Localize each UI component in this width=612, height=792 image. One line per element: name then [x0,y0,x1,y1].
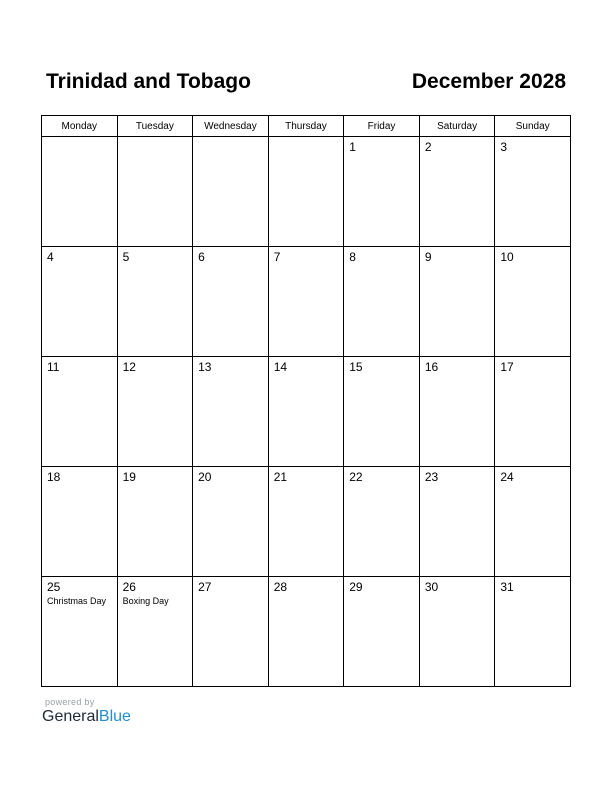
day-cell [117,467,193,577]
day-number: 15 [349,360,363,374]
weekday-wednesday: Wednesday [193,116,269,137]
day-number: 22 [349,470,363,484]
week-row [42,467,571,577]
day-number: 25 [47,580,61,594]
day-number: 1 [349,140,356,154]
day-cell [419,137,495,247]
weekday-sunday: Sunday [495,116,571,137]
calendar-grid [41,115,571,687]
day-number: 12 [122,360,136,374]
empty-day-cell [42,137,118,247]
empty-day-cell [268,137,344,247]
day-cell [117,357,193,467]
day-cell [268,357,344,467]
day-cell [419,357,495,467]
day-number: 6 [198,250,205,264]
day-cell [344,357,420,467]
day-cell [117,577,193,687]
month-year-title: December 2028 [411,70,566,93]
day-cell [42,247,118,357]
day-number: 19 [122,470,136,484]
week-row [42,577,571,687]
day-number: 21 [273,470,288,484]
day-number: 8 [349,250,356,264]
empty-day-cell [117,137,193,247]
day-cell [42,577,118,687]
day-cell [193,247,269,357]
day-cell [117,247,193,357]
weekday-thursday: Thursday [268,116,344,137]
week-row [42,137,571,247]
footer-branding [42,697,131,726]
day-number: 13 [198,360,212,374]
country-title: Trinidad and Tobago [46,70,251,93]
day-number: 27 [198,580,212,594]
day-number: 7 [273,250,281,264]
day-cell [268,577,344,687]
weekday-tuesday: Tuesday [117,116,193,137]
day-cell [495,467,571,577]
weekday-monday: Monday [42,116,118,137]
day-number: 26 [122,580,136,594]
day-cell [42,357,118,467]
day-cell [344,247,420,357]
day-cell [495,577,571,687]
day-cell [268,247,344,357]
day-number: 24 [500,470,514,484]
day-cell [193,467,269,577]
day-cell [344,467,420,577]
day-number: 10 [500,250,514,264]
day-number: 16 [424,360,439,374]
day-number: 4 [47,250,54,264]
day-number: 14 [273,360,288,374]
day-number: 18 [47,470,61,484]
day-number: 23 [424,470,439,484]
day-number: 2 [424,140,432,154]
powered-by-label: powered by [45,697,95,707]
day-number: 5 [122,250,130,264]
day-cell [495,137,571,247]
holiday-label: Christmas Day [47,596,107,606]
day-cell [419,247,495,357]
weekday-header-row [42,116,571,137]
day-number: 30 [424,580,439,594]
logo-blue-text: Blue [98,708,131,725]
generalblue-logo [42,708,131,726]
calendar-header [46,70,566,100]
week-row [42,247,571,357]
day-cell [193,577,269,687]
day-cell [495,357,571,467]
day-cell [344,137,420,247]
day-number: 17 [500,360,514,374]
day-number: 20 [198,470,212,484]
week-row [42,357,571,467]
logo-general-text: General [42,708,99,725]
holiday-label: Boxing Day [122,596,169,606]
day-number: 11 [47,360,60,374]
day-cell [495,247,571,357]
day-cell [419,577,495,687]
day-number: 28 [273,580,288,594]
weekday-friday: Friday [344,116,420,137]
day-number: 31 [500,580,514,594]
empty-day-cell [193,137,269,247]
day-number: 3 [500,140,508,154]
day-cell [42,467,118,577]
day-cell [193,357,269,467]
day-number: 29 [349,580,363,594]
day-cell [419,467,495,577]
day-cell [268,467,344,577]
weekday-saturday: Saturday [419,116,495,137]
day-cell [344,577,420,687]
day-number: 9 [424,250,432,264]
